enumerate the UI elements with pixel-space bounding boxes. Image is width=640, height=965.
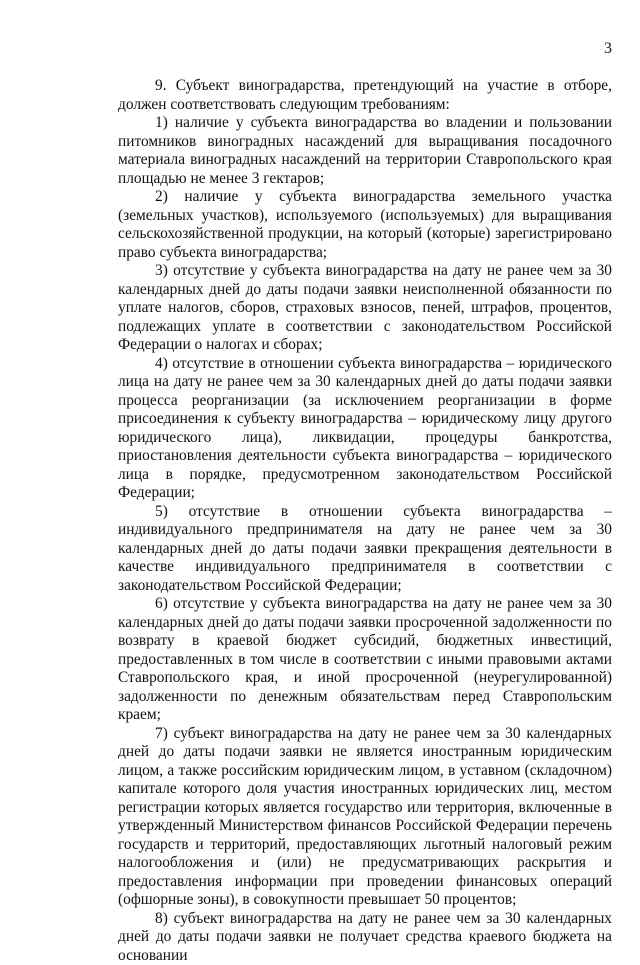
paragraph-requirement-3: 3) отсутствие у субъекта виноградарства на дату не ранее чем за 30 календарных дней до даты подачи заявки неисполненной обязанности по уплате налогов, сборов, страховых взносов, пеней, штрафов, процентов, подлежащих уплате в соответствии с законодательством Российской Федерации о налогах и сборах; [118, 262, 612, 355]
document-body [118, 77, 612, 965]
page-number: 3 [604, 40, 612, 58]
paragraph-requirement-7: 7) субъект виноградарства на дату не ранее чем за 30 календарных дней до даты подачи заявки не является иностранным юридическим лицом, а также российским юридическим лицом, в уставном (складочном) капитале которого доля участия иностранных юридических лиц, местом регистрации которых является государство или территория, включенные в утвержденный Министерством финансов Российской Федерации перечень государств и территорий, предоставляющих льготный налоговый режим налогообложения и (или) не предусматривающих раскрытия и предоставления информации при проведении финансовых операций (офшорные зоны), в совокупности превышает 50 процентов; [118, 725, 612, 910]
paragraph-requirement-8: 8) субъект виноградарства на дату не ранее чем за 30 календарных дней до даты подачи заявки не получает средства краевого бюджета на основании [118, 910, 612, 965]
paragraph-requirement-4: 4) отсутствие в отношении субъекта виноградарства – юридического лица на дату не ранее чем за 30 календарных дней до даты подачи заявки процесса реорганизации (за исключением реорганизации в форме присоединения к субъекту виноградарства – юридическому лицу другого юридического лица), ликвидации, процедуры банкротства, приостановления деятельности субъекта виноградарства – юридического лица в порядке, предусмотренном законодательством Российской Федерации; [118, 355, 612, 503]
paragraph-requirement-1: 1) наличие у субъекта виноградарства во владении и пользовании питомников виноградных насаждений для выращивания посадочного материала виноградных насаждений на территории Ставропольского края площадью не менее 3 гектаров; [118, 114, 612, 188]
paragraph-requirement-5: 5) отсутствие в отношении субъекта виноградарства – индивидуального предпринимателя на дату не ранее чем за 30 календарных дней до даты подачи заявки прекращения деятельности в качестве индивидуального предпринимателя в соответствии с законодательством Российской Федерации; [118, 503, 612, 596]
paragraph-requirement-6: 6) отсутствие у субъекта виноградарства на дату не ранее чем за 30 календарных дней до даты подачи заявки просроченной задолженности по возврату в краевой бюджет субсидий, бюджетных инвестиций, предоставленных в том числе в соответствии с иными правовыми актами Ставропольского края, и иной просроченной (неурегулированной) задолженности по денежным обязательствам перед Ставропольским краем; [118, 595, 612, 725]
paragraph-9-intro: 9. Субъект виноградарства, претендующий на участие в отборе, должен соответствовать следующим требованиям: [118, 77, 612, 114]
paragraph-requirement-2: 2) наличие у субъекта виноградарства земельного участка (земельных участков), используемого (используемых) для выращивания сельскохозяйственной продукции, на который (которые) зарегистрировано право субъекта виноградарства; [118, 188, 612, 262]
